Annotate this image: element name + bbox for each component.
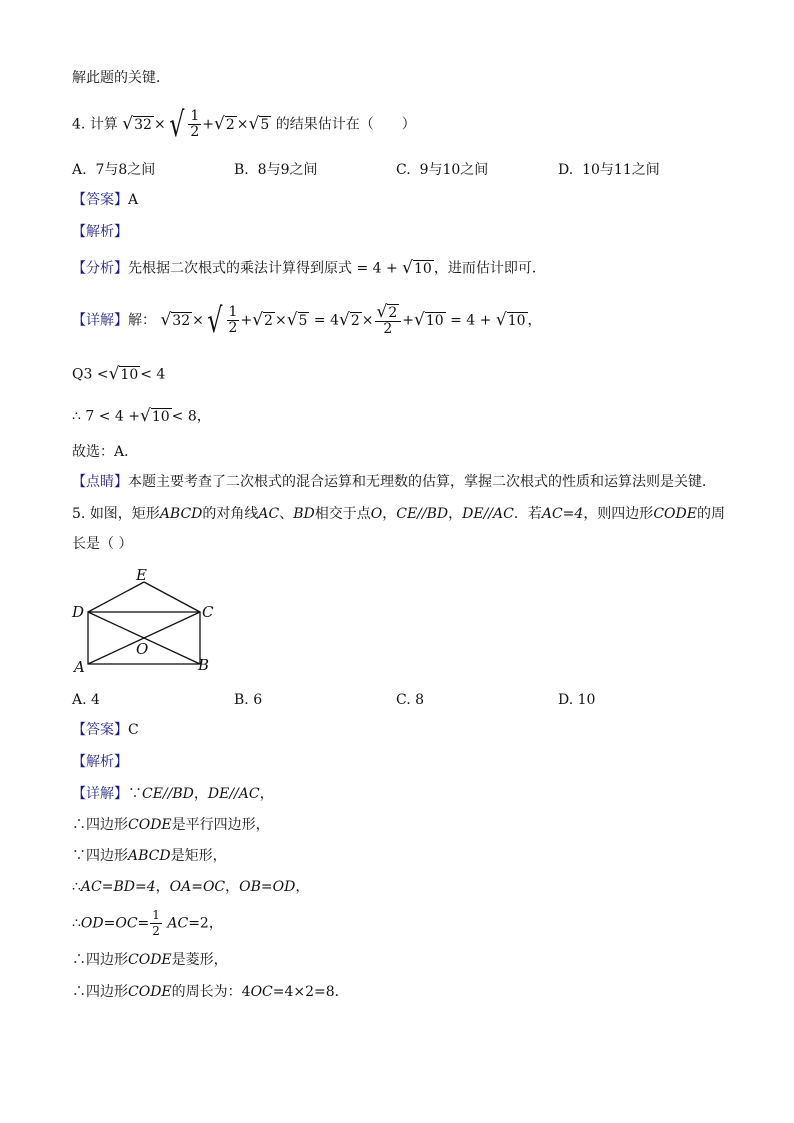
q4-fenxi-line: 【分析】先根据二次根式的乘法计算得到原式 = 4 + √10 ，进而估计即可．: [72, 258, 546, 278]
q5-answer-line: 【答案】C: [72, 722, 139, 738]
q4-dianjing-line: 【点睛】本题主要考查了二次根式的混合运算和无理数的估算，掌握二次根式的性质和运算法则是关键．: [72, 474, 716, 490]
q5-step7: ∴四边形CODE的周长为：4OC=4×2=8．: [72, 984, 349, 1000]
q5-step2: ∴四边形CODE是平行四边形，: [72, 817, 270, 833]
q4-number: 4.: [72, 116, 86, 133]
q4-answer: A: [128, 192, 139, 208]
segment-ce: [144, 582, 200, 612]
q4-suffix: 的结果估计在（ ）: [275, 116, 416, 133]
q5-step5: ∴OD=OC= $\frac{1}{2}$ AC=2，: [72, 908, 223, 938]
q4-option-c: C. 9与10之间: [396, 162, 489, 178]
q5-step1: 【详解】∵CE//BD，DE//AC，: [72, 786, 274, 802]
label-a: A: [74, 658, 85, 676]
q5-analysis-tag: 【解析】: [72, 754, 128, 770]
q5-rectangle-figure: [64, 562, 224, 678]
q4-choice-line: 故选：A．: [72, 444, 139, 460]
q4-therefore-line: ∴ 7 < 4 +√10 < 8，: [72, 406, 211, 426]
q5-step6: ∴四边形CODE是菱形，: [72, 952, 228, 968]
q5-option-b: B. 6: [234, 692, 263, 708]
q4-option-d: D. 10与11之间: [558, 162, 660, 178]
label-d: D: [72, 603, 85, 621]
q4-option-b: B. 8与9之间: [234, 162, 318, 178]
q4-stem: 4. 计算 √32 ×√ $\frac{1}{2}$ +√2 ×√5 的结果估计在（ ）: [72, 104, 416, 145]
q5-stem-line1: 5. 如图，矩形ABCD的对角线AC、BD相交于点O，CE//BD，DE//AC．若AC=4，则四边形CODE的周: [72, 506, 725, 522]
intro-line: 解此题的关键．: [72, 70, 170, 86]
q5-option-a: A. 4: [72, 692, 100, 708]
q5-option-c: C. 8: [396, 692, 425, 708]
q4-analysis-tag: 【解析】: [72, 224, 128, 240]
label-b: B: [198, 656, 210, 674]
q4-answer-line: [72, 190, 138, 210]
label-o: O: [136, 640, 149, 658]
q4-xiangjie-line: 【详解】解： √32 ×√ $\frac{1}{2}$ +√2 ×√5 = 4√2 × $\frac{√2}{2}$ +√10 = 4 + √10 ，: [72, 300, 542, 341]
q5-stem-line2: 长是（ ）: [72, 536, 133, 552]
q4-expr: √32: [122, 114, 152, 134]
answer-tag: 【答案】: [72, 192, 128, 208]
label-e: E: [136, 566, 147, 584]
q5-step4: ∴AC=BD=4，OA=OC，OB=OD，: [72, 879, 310, 895]
q4-prefix: 计算: [89, 116, 118, 133]
q4-since-line: Q3 <√10 < 4: [72, 364, 166, 384]
q5-step3: ∵四边形ABCD是矩形，: [72, 848, 227, 864]
label-c: C: [202, 603, 214, 621]
segment-de: [88, 582, 144, 612]
q5-option-d: D. 10: [558, 692, 596, 708]
q4-option-a: A. 7与8之间: [72, 162, 156, 178]
